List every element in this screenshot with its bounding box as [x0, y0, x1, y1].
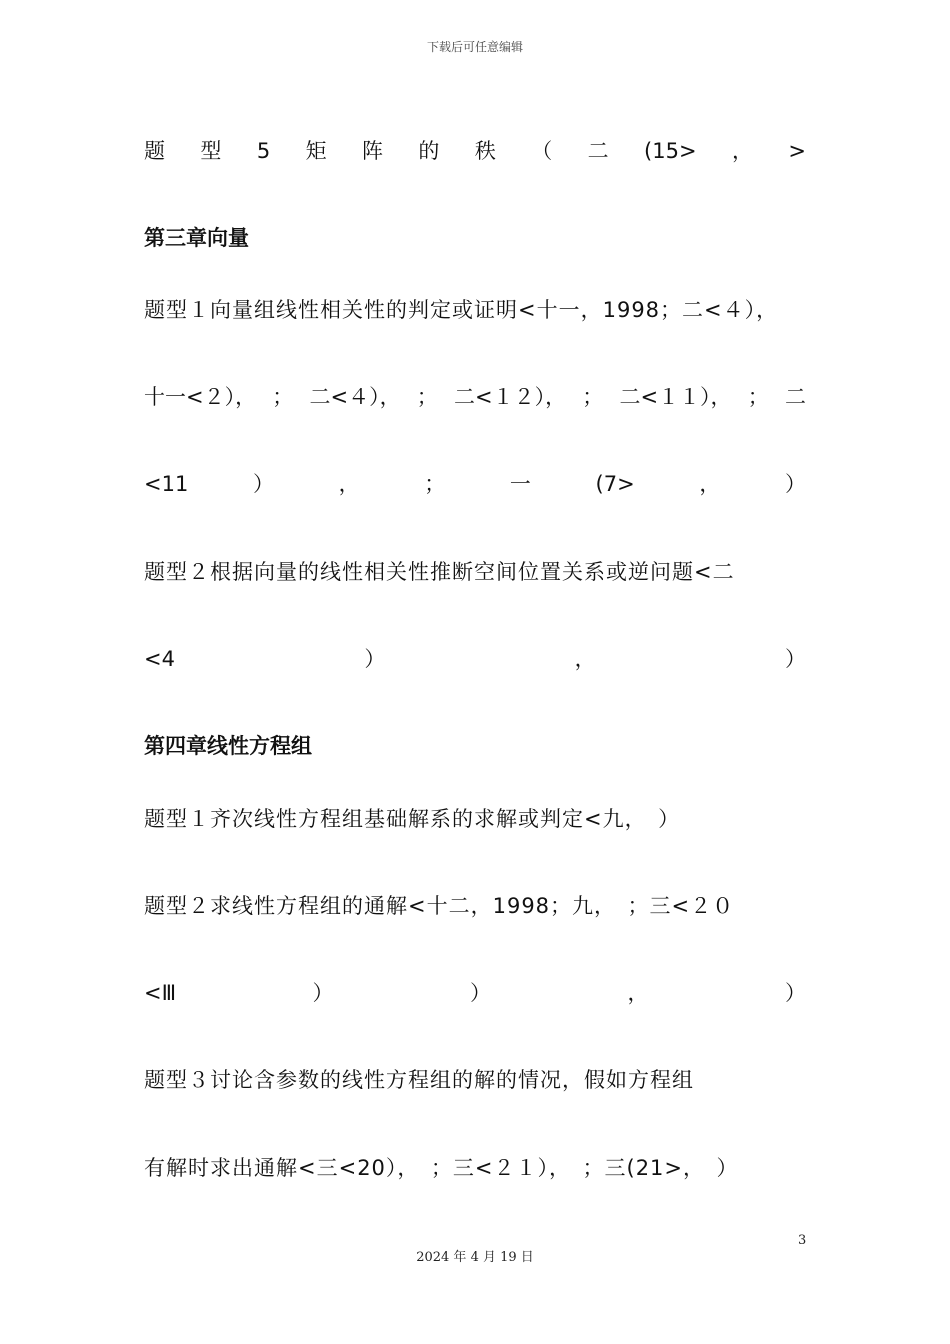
line-fragment: ；	[416, 385, 438, 409]
line-fragment: 十一<２），	[144, 385, 257, 409]
line-fragment: ，	[699, 472, 721, 496]
line-fragment: ；	[747, 385, 769, 409]
line-fragment: 的	[418, 139, 440, 163]
line-fragment: <4	[144, 647, 175, 671]
line-fragment: 阵	[362, 139, 383, 163]
line-fragment: ）	[784, 472, 806, 496]
text-line-11	[144, 977, 806, 1009]
line-fragment: <11	[144, 472, 189, 496]
line-fragment: 5	[256, 139, 271, 163]
line-fragment: 二<１１），	[619, 385, 732, 409]
page-header: 下载后可任意编辑	[426, 40, 523, 54]
line-fragment: ，	[627, 981, 649, 1005]
line-fragment: 二	[587, 139, 609, 163]
line-fragment: 二<４），	[309, 385, 401, 409]
text-line-5	[144, 468, 806, 500]
text-line-6: 题型２根据向量的线性相关性推断空间位置关系或逆问题<二	[144, 560, 735, 584]
text-line-10: 题型２求线性方程组的通解<十二，1998；九， ；三<２０	[144, 894, 735, 918]
text-line-1	[144, 135, 806, 167]
line-fragment: 题	[144, 139, 165, 163]
line-fragment: ；	[424, 472, 446, 496]
line-fragment: 一	[509, 472, 531, 496]
line-fragment: ）	[785, 647, 806, 671]
line-fragment: （	[531, 139, 553, 163]
line-fragment: (7>	[595, 472, 635, 496]
line-fragment: ，	[338, 472, 360, 496]
footer-date: 2024 年 4 月 19 日	[416, 1250, 534, 1265]
page-number: 3	[798, 1233, 807, 1248]
text-line-4	[144, 381, 806, 413]
line-fragment: 型	[200, 139, 222, 163]
line-fragment: ）	[312, 981, 334, 1005]
text-line-12: 题型３讨论含参数的线性方程组的解的情况，假如方程组	[144, 1068, 694, 1092]
line-fragment: (15>	[644, 139, 697, 163]
line-fragment: 秩	[474, 139, 496, 163]
line-fragment: >	[788, 139, 806, 163]
chapter-heading-3: 第三章向量	[144, 226, 249, 250]
text-line-9: 题型１齐次线性方程组基础解系的求解或判定<九， ）	[144, 807, 681, 831]
line-fragment: ；	[582, 385, 604, 409]
line-fragment: <Ⅲ	[144, 981, 177, 1005]
line-fragment: 二	[784, 385, 806, 409]
line-fragment: 矩	[305, 139, 327, 163]
line-fragment: ）	[364, 647, 386, 671]
chapter-heading-4: 第四章线性方程组	[144, 734, 312, 758]
line-fragment: 二<１２），	[453, 385, 567, 409]
text-line-3: 题型１向量组线性相关性的判定或证明<十一，1998；二<４），	[144, 298, 779, 322]
line-fragment: ，	[574, 647, 596, 671]
text-line-7	[144, 643, 806, 675]
line-fragment: ）	[252, 472, 274, 496]
line-fragment: ；	[272, 385, 294, 409]
text-line-13: 有解时求出通解<三<20）， ；三<２１）， ；三(21>， ）	[144, 1156, 739, 1180]
line-fragment: ，	[731, 139, 753, 163]
line-fragment: ）	[784, 981, 806, 1005]
line-fragment: ）	[470, 981, 492, 1005]
